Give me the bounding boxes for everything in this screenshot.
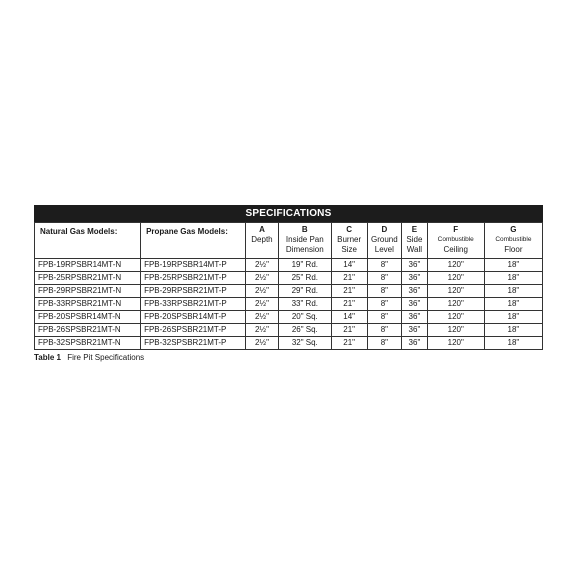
table-row xyxy=(35,337,543,350)
table-row xyxy=(35,311,543,324)
inside-pan-dimension-cell: 19" Rd. xyxy=(278,259,331,272)
propane-gas-model-cell: FPB-32SPSBR21MT-P xyxy=(141,337,246,350)
ground-level-cell: 8" xyxy=(367,337,402,350)
side-wall-cell: 36" xyxy=(402,285,428,298)
inside-pan-dimension-cell: 33" Rd. xyxy=(278,298,331,311)
depth-cell: 2½" xyxy=(246,272,279,285)
inside-pan-dimension-cell: 32" Sq. xyxy=(278,337,331,350)
combustible-ceiling-cell: 120" xyxy=(427,311,484,324)
depth-cell: 2½" xyxy=(246,298,279,311)
combustible-ceiling-cell: 120" xyxy=(427,259,484,272)
column-a-header xyxy=(246,223,279,259)
propane-gas-model-cell: FPB-29RPSBR21MT-P xyxy=(141,285,246,298)
natural-gas-model-cell: FPB-29RPSBR21MT-N xyxy=(35,285,141,298)
column-g-letter: G xyxy=(510,225,517,234)
ground-level-cell: 8" xyxy=(367,298,402,311)
table-row xyxy=(35,272,543,285)
column-b-letter: B xyxy=(301,225,308,234)
table-row xyxy=(35,259,543,272)
propane-gas-model-cell: FPB-33RPSBR21MT-P xyxy=(141,298,246,311)
column-f-label-1: Combustible xyxy=(437,236,474,243)
column-g-header xyxy=(484,223,542,259)
table-row xyxy=(35,324,543,337)
side-wall-cell: 36" xyxy=(402,324,428,337)
propane-gas-model-cell: FPB-19RPSBR14MT-P xyxy=(141,259,246,272)
depth-cell: 2½" xyxy=(246,285,279,298)
natural-gas-model-cell: FPB-26SPSBR21MT-N xyxy=(35,324,141,337)
side-wall-cell: 36" xyxy=(402,337,428,350)
ground-level-cell: 8" xyxy=(367,272,402,285)
combustible-floor-cell: 18" xyxy=(484,337,542,350)
side-wall-cell: 36" xyxy=(402,311,428,324)
depth-cell: 2½" xyxy=(246,337,279,350)
inside-pan-dimension-cell: 20" Sq. xyxy=(278,311,331,324)
column-e-label-2: Wall xyxy=(406,245,423,254)
column-c-label-2: Size xyxy=(341,245,357,254)
propane-gas-model-cell: FPB-20SPSBR14MT-P xyxy=(141,311,246,324)
combustible-floor-cell: 18" xyxy=(484,298,542,311)
table-header-row xyxy=(35,223,543,259)
side-wall-cell: 36" xyxy=(402,298,428,311)
ground-level-cell: 8" xyxy=(367,259,402,272)
burner-size-cell: 21" xyxy=(331,272,367,285)
combustible-ceiling-cell: 120" xyxy=(427,285,484,298)
column-a-letter: A xyxy=(259,225,265,234)
side-wall-cell: 36" xyxy=(402,259,428,272)
specifications-section xyxy=(34,205,543,362)
combustible-floor-cell: 18" xyxy=(484,272,542,285)
burner-size-cell: 14" xyxy=(331,311,367,324)
column-b-label-1: Inside Pan xyxy=(285,235,324,244)
column-f-letter: F xyxy=(453,225,459,234)
propane-gas-model-cell: FPB-25RPSBR21MT-P xyxy=(141,272,246,285)
column-a-label: Depth xyxy=(251,235,273,244)
natural-gas-model-cell: FPB-20SPSBR14MT-N xyxy=(35,311,141,324)
natural-gas-header: Natural Gas Models: xyxy=(35,223,141,259)
column-d-header xyxy=(367,223,402,259)
column-g-label-1: Combustible xyxy=(495,236,532,243)
combustible-floor-cell: 18" xyxy=(484,324,542,337)
column-d-letter: D xyxy=(381,225,388,234)
column-d-label-1: Ground xyxy=(370,235,398,244)
column-d-label-2: Level xyxy=(374,245,394,254)
natural-gas-model-cell: FPB-32SPSBR21MT-N xyxy=(35,337,141,350)
side-wall-cell: 36" xyxy=(402,272,428,285)
column-b-label-2: Dimension xyxy=(285,245,324,254)
column-e-letter: E xyxy=(411,225,418,234)
inside-pan-dimension-cell: 29" Rd. xyxy=(278,285,331,298)
depth-cell: 2½" xyxy=(246,324,279,337)
column-e-label-1: Side xyxy=(406,235,423,244)
combustible-floor-cell: 18" xyxy=(484,285,542,298)
burner-size-cell: 14" xyxy=(331,259,367,272)
inside-pan-dimension-cell: 25" Rd. xyxy=(278,272,331,285)
natural-gas-model-cell: FPB-19RPSBR14MT-N xyxy=(35,259,141,272)
natural-gas-model-cell: FPB-33RPSBR21MT-N xyxy=(35,298,141,311)
column-c-letter: C xyxy=(346,225,353,234)
caption-text: Fire Pit Specifications xyxy=(67,353,145,362)
combustible-ceiling-cell: 120" xyxy=(427,337,484,350)
specifications-banner: SPECIFICATIONS xyxy=(34,205,543,222)
column-e-header xyxy=(402,223,428,259)
burner-size-cell: 21" xyxy=(331,337,367,350)
combustible-floor-cell: 18" xyxy=(484,311,542,324)
combustible-ceiling-cell: 120" xyxy=(427,324,484,337)
propane-gas-model-cell: FPB-26SPSBR21MT-P xyxy=(141,324,246,337)
table-body xyxy=(35,259,543,350)
natural-gas-model-cell: FPB-25RPSBR21MT-N xyxy=(35,272,141,285)
caption-label: Table 1 xyxy=(34,353,61,362)
table-row xyxy=(35,285,543,298)
burner-size-cell: 21" xyxy=(331,324,367,337)
propane-gas-header: Propane Gas Models: xyxy=(141,223,246,259)
burner-size-cell: 21" xyxy=(331,298,367,311)
combustible-floor-cell: 18" xyxy=(484,259,542,272)
column-g-label-2: Floor xyxy=(504,245,523,254)
column-b-header xyxy=(278,223,331,259)
column-c-header xyxy=(331,223,367,259)
burner-size-cell: 21" xyxy=(331,285,367,298)
specifications-table xyxy=(34,222,543,350)
column-f-header xyxy=(427,223,484,259)
column-f-label-2: Ceiling xyxy=(443,245,468,254)
table-row xyxy=(35,298,543,311)
depth-cell: 2½" xyxy=(246,311,279,324)
depth-cell: 2½" xyxy=(246,259,279,272)
table-caption xyxy=(34,353,543,362)
column-c-label-1: Burner xyxy=(337,235,362,244)
combustible-ceiling-cell: 120" xyxy=(427,298,484,311)
inside-pan-dimension-cell: 26" Sq. xyxy=(278,324,331,337)
combustible-ceiling-cell: 120" xyxy=(427,272,484,285)
ground-level-cell: 8" xyxy=(367,285,402,298)
ground-level-cell: 8" xyxy=(367,311,402,324)
ground-level-cell: 8" xyxy=(367,324,402,337)
